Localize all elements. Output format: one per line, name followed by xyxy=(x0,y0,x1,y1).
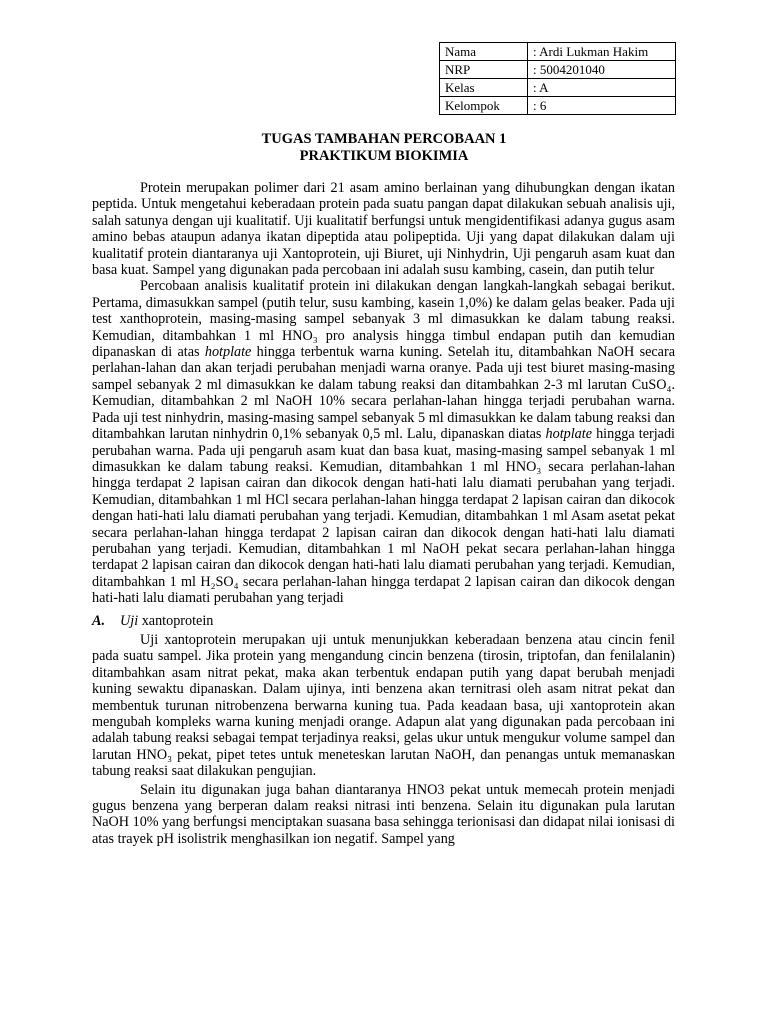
info-value: : A xyxy=(528,79,676,97)
section-heading-uji: Uji xyxy=(120,612,139,629)
section-letter: A. xyxy=(92,612,106,629)
document-body xyxy=(92,180,675,847)
document-title xyxy=(0,131,768,165)
info-label: NRP xyxy=(440,61,528,79)
italic-term: hotplate xyxy=(204,344,252,361)
text-span: Percobaan analisis kualitatif protein ini dilakukan dengan langkah-langkah sebagai berikut. Pertama, dimasukkan sampel (putih telur, susu kambing, kasein 1,0%) ke dalam gelas beaker. Pada uji test xanthoprotein, masing-masing sampel sebanyak 3 ml dimasukkan ke dalam tabung reaksi. Kemudian, ditambahkan 1 ml HNO₃ pro analysis hingga timbul endapan putih dan kemudian dipanaskan di atas xyxy=(92,278,675,361)
paragraph-procedure xyxy=(92,278,675,606)
info-row-kelompok xyxy=(440,97,676,115)
title-line-1: TUGAS TAMBAHAN PERCOBAAN 1 xyxy=(261,131,507,147)
info-value: : Ardi Lukman Hakim xyxy=(528,43,676,61)
info-row-nrp xyxy=(440,61,676,79)
paragraph-intro: Protein merupakan polimer dari 21 asam amino berlainan yang dihubungkan dengan ikatan peptida. Untuk mengetahui keberadaan protein pada suatu pangan dapat dilakukan sebuah analisis uji, salah satunya dengan uji kualitatif. Uji kualitatif berfungsi untuk mengidentifikasi adanya gugus asam amino bebas ataupun adanya ikatan dipeptida atau polipeptida. Uji yang dapat dilakukan dalam uji kualitatif protein diantaranya uji Xantoprotein, uji Biuret, uji Ninhydrin, Uji pengaruh asam kuat dan basa kuat. Sampel yang digunakan pada percobaan ini adalah susu kambing, casein, dan putih telur xyxy=(92,180,675,279)
info-row-nama xyxy=(440,43,676,61)
italic-term: hotplate xyxy=(545,426,593,443)
info-value: : 5004201040 xyxy=(528,61,676,79)
student-info-table xyxy=(439,42,676,115)
info-label: Nama xyxy=(440,43,528,61)
paragraph-materials: Selain itu digunakan juga bahan diantaranya HNO3 pekat untuk memecah protein menjadi gugus benzena yang berperan dalam reaksi nitrasi inti benzena. Selain itu digunakan pula larutan NaOH 10% yang berfungsi menciptakan suasana basa sehingga terionisasi dan didapat nilai ionisasi di atas trayek pH isolistrik menghasilkan ion negatif. Sampel yang xyxy=(92,781,675,847)
paragraph-xantoprotein: Uji xantoprotein merupakan uji untuk menunjukkan keberadaan benzena atau cincin fenil pada suatu sampel. Jika protein yang mengandung cincin benzena (tirosin, triptofan, dan fenilalanin) ditambahkan asam nitrat pekat, maka akan terbentuk endapan putih yang dapat berubah menjadi kuning sewaktu dipanaskan. Dalam ujinya, inti benzena akan ternitrasi oleh asam nitrat pekat dan membentuk turunan nitrobenzena berwarna kuning tua. Pada keadaan basa, uji xantoprotein akan mengubah kompleks warna kuning menjadi orange. Adapun alat yang digunakan pada percobaan ini adalah tabung reaksi sebagai tempat terjadinya reaksi, gelas ukur untuk mengukur volume sampel dan larutan HNO₃ pekat, pipet tetes untuk meneteskan larutan NaOH, dan penangas untuk memanaskan tabung reaksi saat dilakukan pengujian. xyxy=(92,631,675,780)
info-label: Kelompok xyxy=(440,97,528,115)
section-heading-a xyxy=(92,613,675,629)
info-row-kelas xyxy=(440,79,676,97)
text-span: hingga terbentuk warna kuning. Setelah itu, ditambahkan NaOH secara perlahan-lahan dan akan terjadi perubahan menjadi warna oranye. Pada uji test biuret masing-masing sampel sebanyak 2 ml dimasukkan ke dalam tabung reaksi dan ditambahkan 2-3 ml larutan CuSO₄. Kemudian, ditambahkan 2 ml NaOH 10% secara perlahan-lahan hingga terjadi perubahan warna. Pada uji test ninhydrin, masing-masing sampel sebanyak 5 ml dimasukkan ke dalam tabung reaksi dan ditambahkan larutan ninhydrin 0,1% sebanyak 0,5 ml. Lalu, dipanaskan diatas xyxy=(92,344,675,443)
title-line-2: PRAKTIKUM BIOKIMIA xyxy=(299,148,469,164)
info-label: Kelas xyxy=(440,79,528,97)
text-span: hingga terjadi perubahan warna. Pada uji pengaruh asam kuat dan basa kuat, masing-masing sampel sebanyak 1 ml dimasukkan ke dalam tabung reaksi. Kemudian, ditambahkan 1 ml HNO₃ secara perlahan-lahan hingga terdapat 2 lapisan cairan dan dikocok dengan hati-hati lalu diamati perubahan yang terjadi. Kemudian, ditambahkan 1 ml HCl secara perlahan-lahan hingga terdapat 2 lapisan cairan dan dikocok dengan hati-hati lalu diamati perubahan yang terjadi. Kemudian, ditambahkan 1 ml Asam asetat pekat secara perlahan-lahan hingga terdapat 2 lapisan cairan dan dikocok dengan hati-hati lalu diamati perubahan yang terjadi. Kemudian, ditambahkan 1 ml NaOH pekat secara perlahan-lahan hingga terdapat 2 lapisan cairan dan dikocok dengan hati-hati lalu diamati perubahan yang terjadi. Kemudian, ditambahkan 1 ml H₂SO₄ secara perlahan-lahan hingga terdapat 2 lapisan cairan dan dikocok dengan hati-hati lalu diamati perubahan yang terjadi xyxy=(92,426,675,607)
section-heading-rest: xantoprotein xyxy=(138,612,214,629)
info-value: : 6 xyxy=(528,97,676,115)
